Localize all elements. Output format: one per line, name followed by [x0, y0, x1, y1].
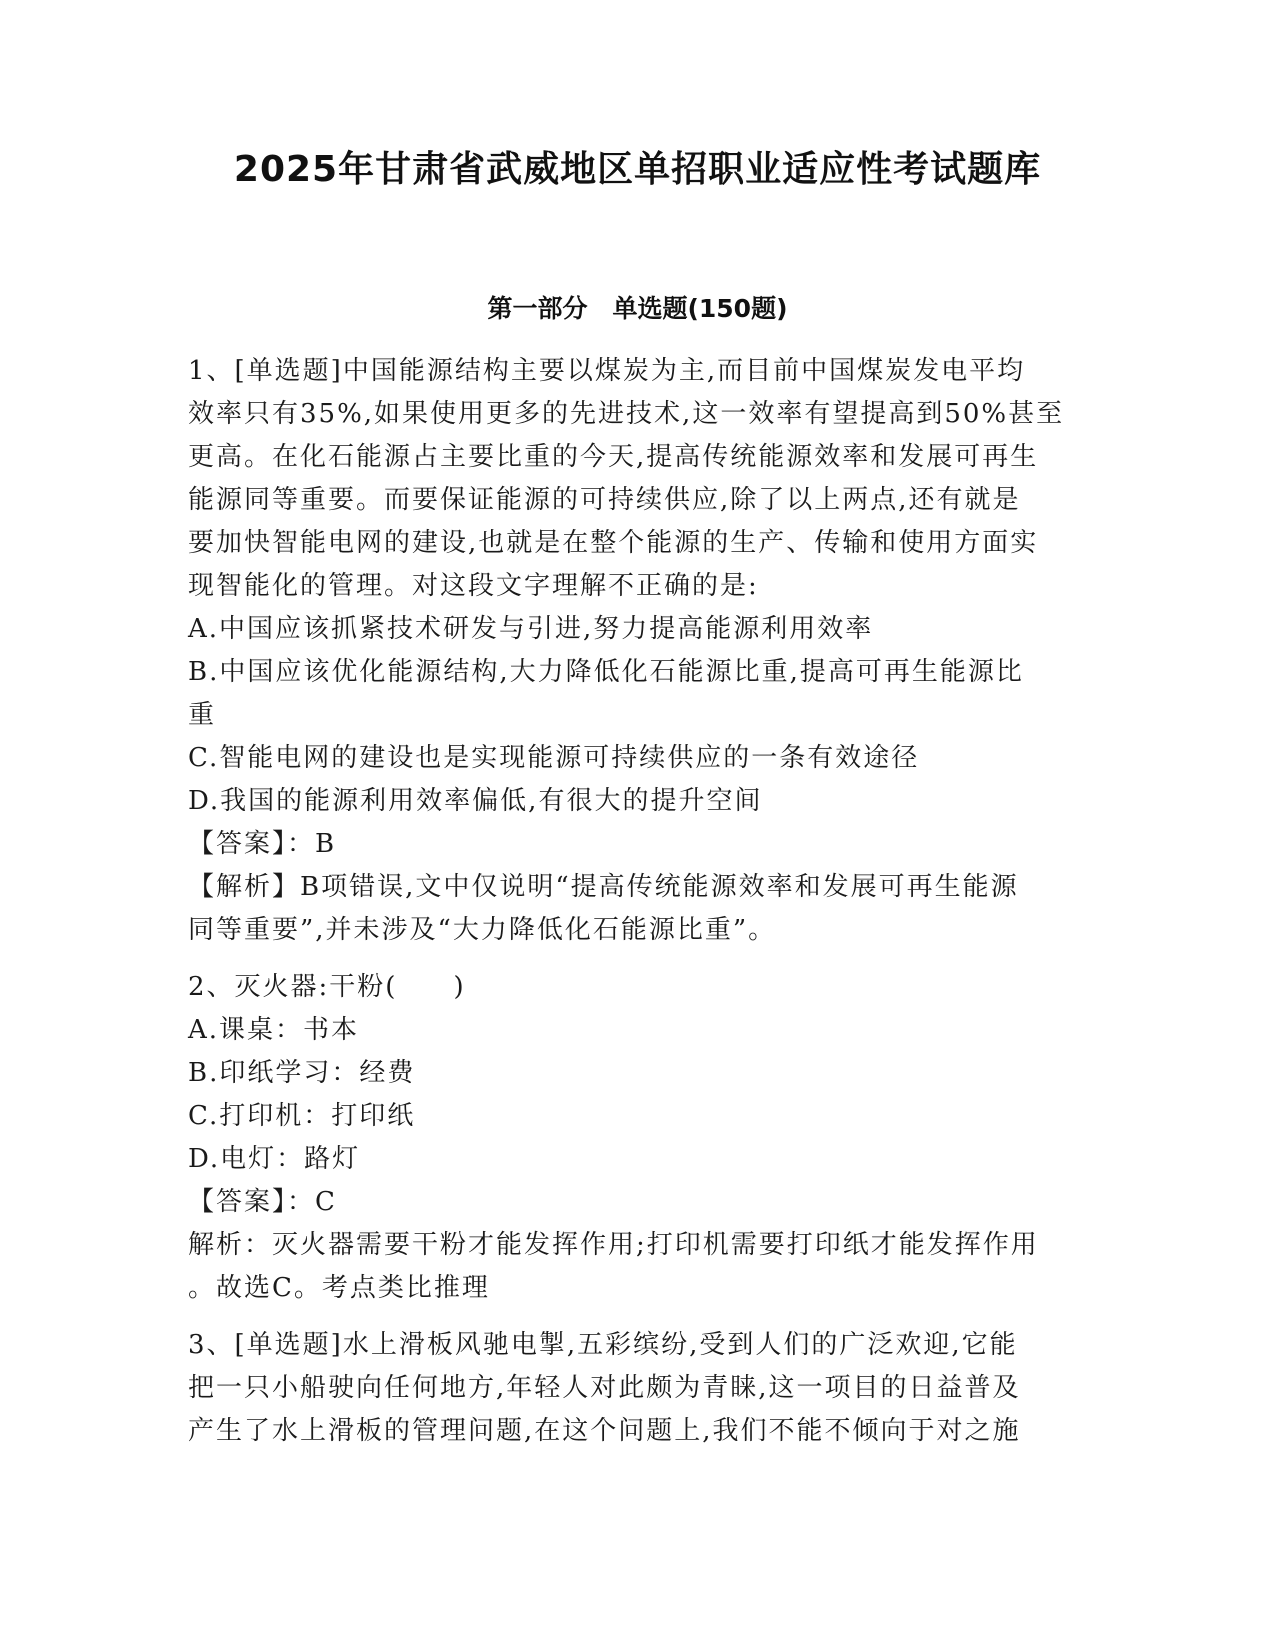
question-text-line: 1、[单选题]中国能源结构主要以煤炭为主,而目前中国煤炭发电平均	[188, 356, 1026, 386]
answer-line: 【答案】：B	[188, 829, 337, 859]
section-title: 第一部分 单选题(150题)	[487, 294, 788, 323]
question-block	[188, 350, 1088, 952]
explanation-line: 。故选C。考点类比推理	[188, 1273, 490, 1303]
document-body	[188, 350, 1088, 1453]
explanation-line: 解析：灭火器需要干粉才能发挥作用;打印机需要打印纸才能发挥作用	[188, 1230, 1039, 1260]
question-text-line: 2、灭火器:干粉( )	[188, 972, 466, 1002]
question-text-line: 效率只有35%,如果使用更多的先进技术,这一效率有望提高到50%甚至	[188, 399, 1065, 429]
option-d: D.电灯：路灯	[188, 1144, 361, 1174]
document-title: 2025年甘肃省武威地区单招职业适应性考试题库	[233, 149, 1042, 190]
question-block	[188, 1324, 1088, 1453]
question-text-line: 3、[单选题]水上滑板风驰电掣,五彩缤纷,受到人们的广泛欢迎,它能	[188, 1330, 1018, 1360]
answer-line: 【答案】：C	[188, 1187, 337, 1217]
question-text-line: 产生了水上滑板的管理问题,在这个问题上,我们不能不倾向于对之施	[188, 1416, 1021, 1446]
question-text-line: 要加快智能电网的建设,也就是在整个能源的生产、传输和使用方面实	[188, 528, 1039, 558]
question-text-line: 现智能化的管理。对这段文字理解不正确的是:	[188, 571, 759, 601]
option-b: B.印纸学习：经费	[188, 1058, 416, 1088]
option-b-continued: 重	[188, 700, 217, 730]
question-text-line: 能源同等重要。而要保证能源的可持续供应,除了以上两点,还有就是	[188, 485, 1021, 515]
explanation-line: 同等重要”,并未涉及“大力降低化石能源比重”。	[188, 915, 777, 945]
option-d: D.我国的能源利用效率偏低,有很大的提升空间	[188, 786, 763, 816]
question-text-line: 更高。在化石能源占主要比重的今天,提高传统能源效率和发展可再生	[188, 442, 1039, 472]
option-a: A.课桌：书本	[188, 1015, 360, 1045]
question-block	[188, 966, 1088, 1310]
option-c: C.打印机：打印纸	[188, 1101, 416, 1131]
explanation-line: 【解析】B项错误,文中仅说明“提高传统能源效率和发展可再生能源	[188, 872, 1019, 902]
option-a: A.中国应该抓紧技术研发与引进,努力提高能源利用效率	[188, 614, 874, 644]
question-text-line: 把一只小船驶向任何地方,年轻人对此颇为青睐,这一项目的日益普及	[188, 1373, 1021, 1403]
option-b: B.中国应该优化能源结构,大力降低化石能源比重,提高可再生能源比	[188, 657, 1024, 687]
option-c: C.智能电网的建设也是实现能源可持续供应的一条有效途径	[188, 743, 920, 773]
